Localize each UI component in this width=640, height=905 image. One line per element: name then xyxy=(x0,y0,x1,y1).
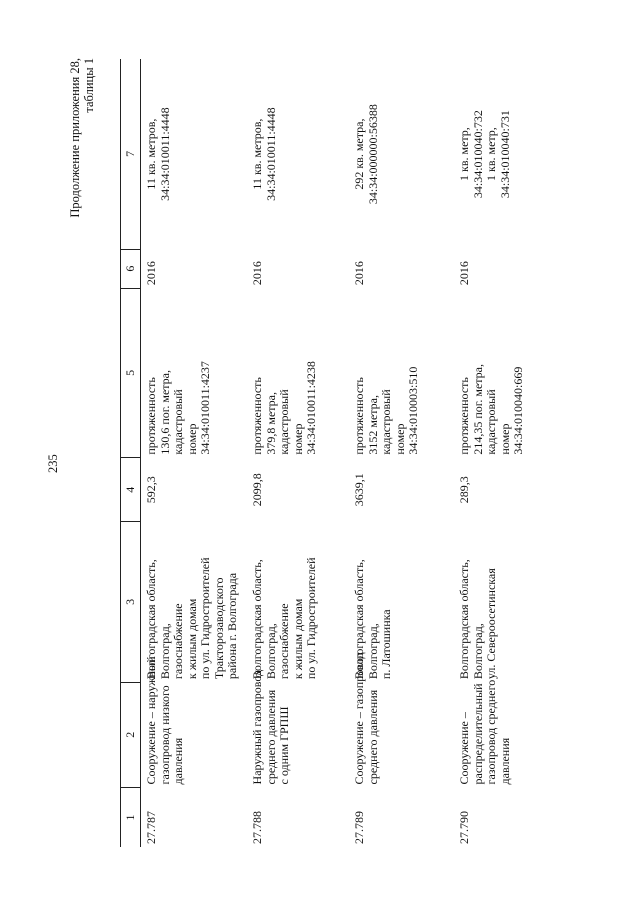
address-line: газоснабжение xyxy=(171,603,185,680)
column-number-row xyxy=(121,59,141,847)
address-line: Тракторозаводского xyxy=(211,577,226,680)
details-line: протяженность xyxy=(250,377,264,455)
year-value: 2016 xyxy=(457,261,471,286)
page-number: 235 xyxy=(46,454,60,473)
address-line: ул. Североосетинская xyxy=(484,568,498,680)
object-name-line: газопровод низкого xyxy=(157,685,172,785)
row-number: 27.790 xyxy=(457,811,471,844)
land-plot-line: 34:34:010011:4448 xyxy=(263,107,278,201)
address-line: района г. Волгограда xyxy=(225,572,239,680)
year-value: 2016 xyxy=(144,261,158,286)
address-line: газоснабжение xyxy=(277,603,291,680)
details-cell xyxy=(141,288,248,458)
land-plot-line: 11 кв. метров, xyxy=(250,118,264,190)
address-line: по ул. Гидростроителей xyxy=(198,557,212,680)
table-continuation-heading xyxy=(68,58,96,218)
column-header-2: 2 xyxy=(121,682,141,787)
address-line: Волгоград, xyxy=(470,623,485,680)
address-line: Волгоград, xyxy=(263,623,278,680)
details-line: протяженность xyxy=(144,377,158,455)
details-line: протяженность xyxy=(352,377,366,455)
object-name-line: Сооружение – xyxy=(457,712,471,785)
object-name-line: давления xyxy=(171,737,185,785)
heading-line-1: Продолжение приложения 28, xyxy=(68,58,82,218)
address-line: Волгоградская область, xyxy=(352,559,366,680)
land-plot-line: 34:34:000000:56388 xyxy=(365,104,380,205)
object-name-line: распределительный xyxy=(470,683,485,785)
row-number: 27.788 xyxy=(250,811,264,844)
details-cell xyxy=(247,288,349,458)
address-cell xyxy=(247,522,349,682)
address-line: Волгоград, xyxy=(157,623,172,680)
row-number: 27.789 xyxy=(352,811,366,844)
table-row xyxy=(141,59,248,847)
address-line: Волгоград, xyxy=(365,623,380,680)
details-line: 34:34:010040:669 xyxy=(511,366,525,455)
details-line: номер xyxy=(392,423,407,455)
address-line: Волгоградская область, xyxy=(144,559,158,680)
object-name-cell xyxy=(454,679,561,787)
object-name-line: давления xyxy=(497,737,512,785)
land-plot-cell xyxy=(349,59,454,249)
details-line: 34:34:010011:4238 xyxy=(304,361,318,455)
object-name-line: газопровод среднего xyxy=(484,679,498,785)
property-register-table xyxy=(120,59,561,847)
details-line: 379,8 метра, xyxy=(263,391,278,455)
address-cell xyxy=(454,522,561,682)
year-value: 2016 xyxy=(250,261,264,286)
details-cell xyxy=(454,288,561,458)
area-value: 289,3 xyxy=(457,476,471,504)
land-plot-cell xyxy=(247,59,349,249)
details-line: кадастровый xyxy=(379,389,393,455)
details-cell xyxy=(349,288,454,458)
land-plot-line: 34:34:010011:4448 xyxy=(157,107,172,201)
row-number: 27.787 xyxy=(144,811,158,844)
address-line: Волгоградская область, xyxy=(250,559,264,680)
object-name-cell xyxy=(247,669,349,787)
column-header-5: 5 xyxy=(121,288,141,458)
area-value: 3639,1 xyxy=(352,473,366,507)
details-line: кадастровый xyxy=(171,389,185,455)
details-line: кадастровый xyxy=(277,389,291,455)
object-name-line: Сооружение – газопровод xyxy=(352,652,366,785)
heading-line-2: таблицы 1 xyxy=(82,58,96,113)
address-line: к жилым домам xyxy=(184,598,199,680)
table-row xyxy=(349,59,454,847)
details-line: номер xyxy=(497,423,512,455)
column-header-4: 4 xyxy=(121,458,141,522)
column-header-6: 6 xyxy=(121,249,141,288)
address-line: п. Латошинка xyxy=(379,609,393,680)
details-line: 34:34:010003:510 xyxy=(406,366,420,455)
column-header-7: 7 xyxy=(121,59,141,249)
object-name-line: Наружный газопровод xyxy=(250,669,264,785)
details-line: номер xyxy=(184,423,199,455)
object-name-line: Сооружение – наружный xyxy=(144,656,158,785)
address-line: по ул. Гидростроителей xyxy=(304,557,318,680)
address-cell xyxy=(141,522,248,682)
land-plot-line: 1 кв. метр, xyxy=(484,127,498,181)
object-name-cell xyxy=(349,652,454,787)
address-line: Волгоградская область, xyxy=(457,559,471,680)
details-line: 214,35 пог. метра, xyxy=(470,363,485,455)
details-line: протяженность xyxy=(457,377,471,455)
details-line: 130,6 пог. метра, xyxy=(157,369,172,455)
land-plot-line: 1 кв. метр, xyxy=(457,127,471,181)
table-row xyxy=(454,59,561,847)
land-plot-cell xyxy=(141,59,248,249)
address-line: к жилым домам xyxy=(290,598,305,680)
column-header-1: 1 xyxy=(121,787,141,847)
table-header xyxy=(121,59,141,847)
land-plot-line: 34:34:010040:732 xyxy=(470,110,485,199)
address-cell xyxy=(349,522,454,682)
object-name-line: среднего давления xyxy=(263,689,278,785)
table-row xyxy=(247,59,349,847)
details-line: 3152 метра, xyxy=(365,394,380,455)
land-plot-line: 11 кв. метров, xyxy=(144,118,158,190)
area-value: 592,3 xyxy=(144,476,158,504)
land-plot-cell xyxy=(454,59,561,249)
land-plot-line: 34:34:010040:731 xyxy=(497,110,512,199)
details-line: 34:34:010011:4237 xyxy=(198,361,212,455)
object-name-line: с одним ГРПШ xyxy=(277,706,291,785)
year-value: 2016 xyxy=(352,261,366,286)
object-name-line: среднего давления xyxy=(365,689,380,785)
details-line: номер xyxy=(290,423,305,455)
object-name-cell xyxy=(141,656,248,787)
column-header-3: 3 xyxy=(121,522,141,682)
area-value: 2099,8 xyxy=(250,473,264,507)
details-line: кадастровый xyxy=(484,389,498,455)
land-plot-line: 292 кв. метра, xyxy=(352,118,366,190)
